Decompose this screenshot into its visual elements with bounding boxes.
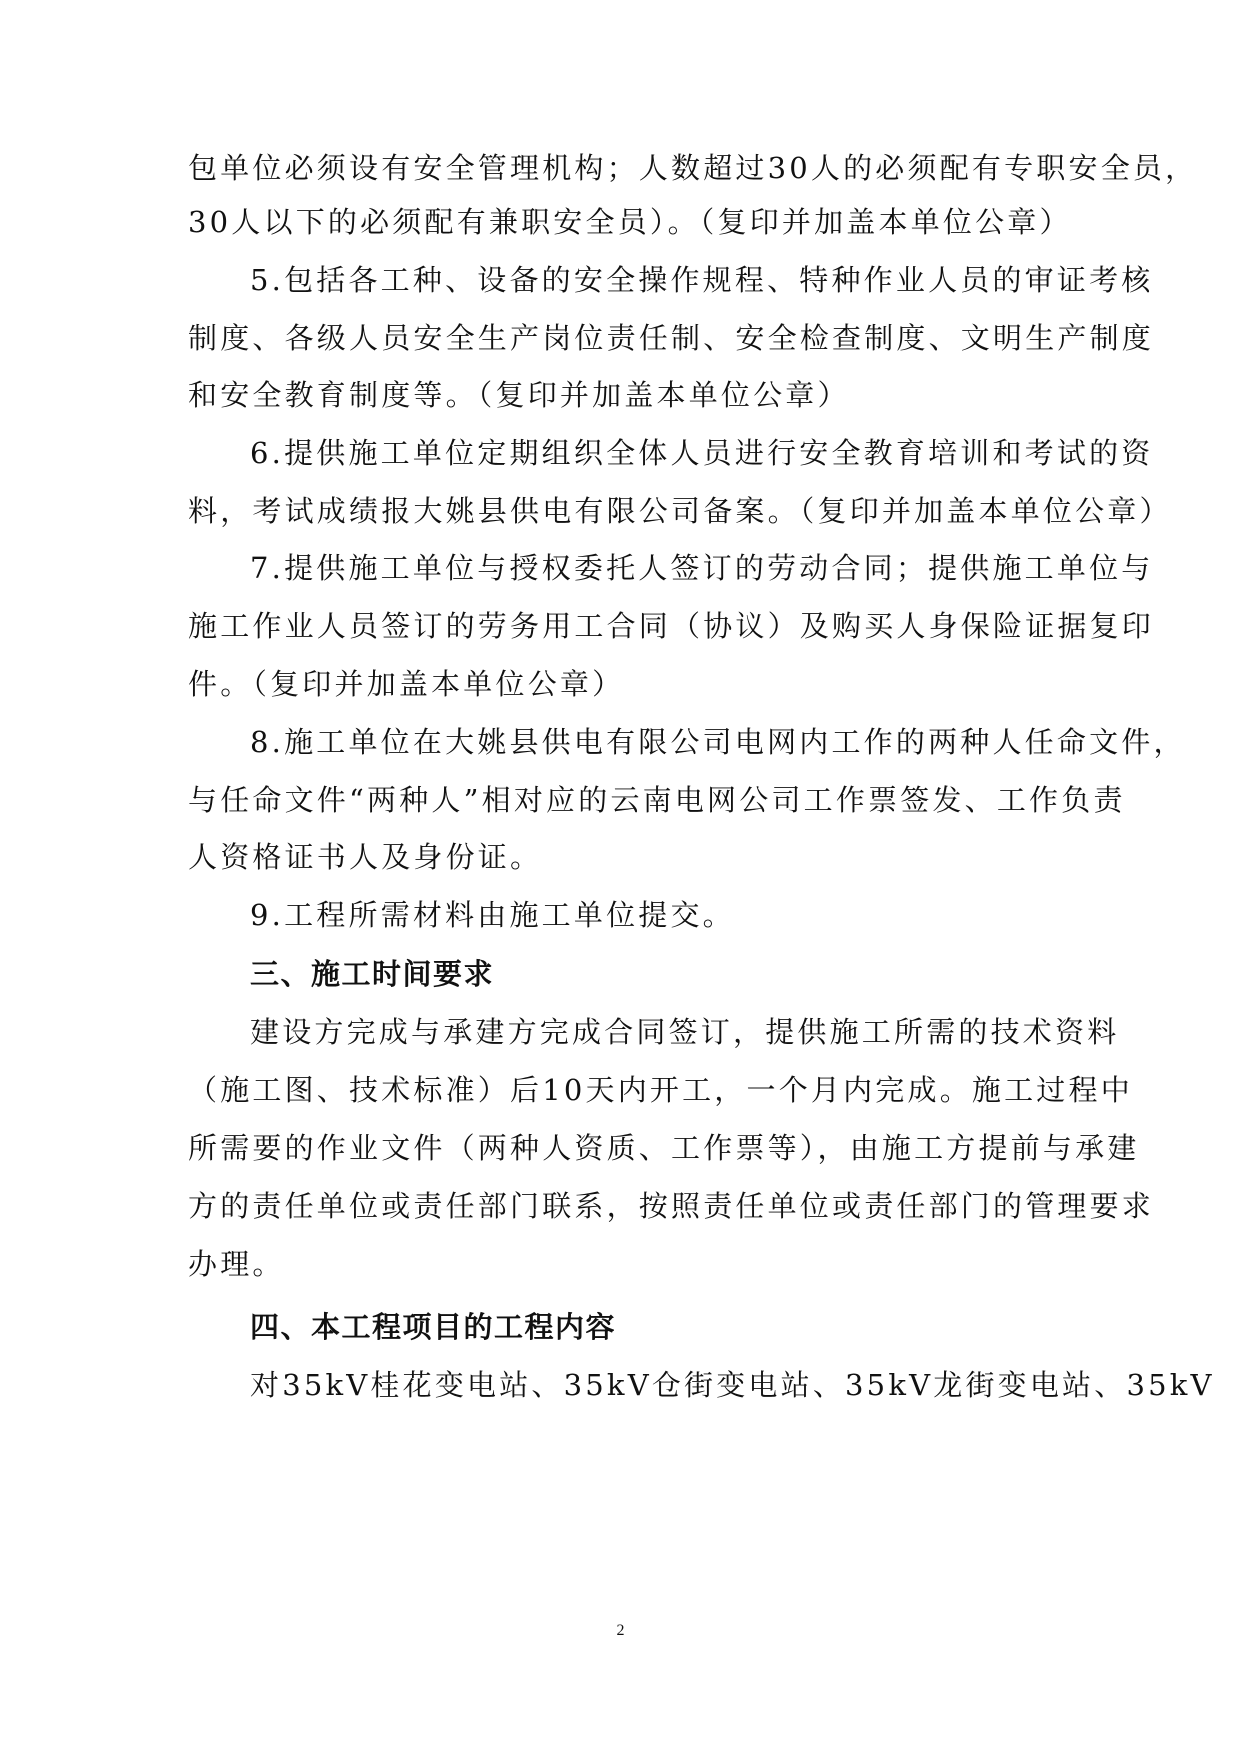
item-9-line: 9.工程所需材料由施工单位提交。 [250,898,735,932]
section-heading-3: 三、施工时间要求 [250,957,495,991]
item-6-line: 6.提供施工单位定期组织全体人员进行安全教育培训和考试的资 [250,436,1154,470]
section-heading-4: 四、本工程项目的工程内容 [250,1310,617,1344]
paragraph-line: 料，考试成绩报大姚县供电有限公司备案。（复印并加盖本单位公章） [188,494,1172,528]
item-8-line: 8.施工单位在大姚县供电有限公司电网内工作的两种人任命文件， [250,725,1186,759]
item-5-line: 5.包括各工种、设备的安全操作规程、特种作业人员的审证考核 [250,263,1154,297]
paragraph-line: 人资格证书人及身份证。 [188,840,543,874]
paragraph-line: 和安全教育制度等。（复印并加盖本单位公章） [188,378,850,412]
paragraph-line: 30人以下的必须配有兼职安全员）。（复印并加盖本单位公章） [188,205,1072,239]
page-number: 2 [616,1622,625,1639]
paragraph-line: 包单位必须设有安全管理机构；人数超过30人的必须配有专职安全员， [188,151,1198,185]
paragraph-line: 对35kV桂花变电站、35kV仓街变电站、35kV龙街变电站、35kV [250,1368,1215,1402]
paragraph-line: 件。（复印并加盖本单位公章） [188,667,625,701]
paragraph-line: （施工图、技术标准）后10天内开工，一个月内完成。施工过程中 [188,1073,1133,1107]
paragraph-line: 施工作业人员签订的劳务用工合同（协议）及购买人身保险证据复印 [188,609,1155,643]
paragraph-line: 方的责任单位或责任部门联系，按照责任单位或责任部门的管理要求 [188,1189,1155,1223]
paragraph-line: 所需要的作业文件（两种人资质、工作票等），由施工方提前与承建 [188,1131,1140,1165]
item-7-line: 7.提供施工单位与授权委托人签订的劳动合同；提供施工单位与 [250,551,1154,585]
paragraph-line: 办理。 [188,1247,285,1281]
paragraph-line: 建设方完成与承建方完成合同签订，提供施工所需的技术资料 [250,1015,1120,1049]
paragraph-line: 制度、各级人员安全生产岗位责任制、安全检查制度、文明生产制度 [188,321,1155,355]
paragraph-line: 与任命文件“两种人”相对应的云南电网公司工作票签发、工作负责 [188,783,1126,817]
